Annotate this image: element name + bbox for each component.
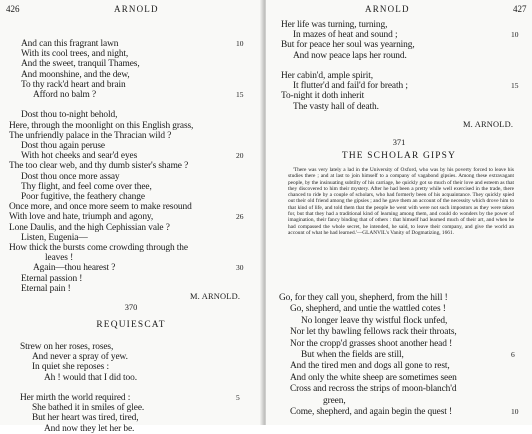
verse-line: Thy flight, and feel come over thee, xyxy=(21,181,152,192)
verse-line: Cross and recross the strips of moon-blanch'd xyxy=(290,384,457,395)
line-number: 15 xyxy=(511,81,519,91)
verse-line: And now peace laps her round. xyxy=(293,50,407,61)
verse-line: Eternal pain ! xyxy=(21,283,71,294)
verse-line: Nor the cropp'd grasses shoot another head ! xyxy=(290,338,453,349)
verse-line: Her cabin'd, ample spirit, xyxy=(281,71,374,81)
verse-line: It flutter'd and fail'd for breath ; xyxy=(293,81,408,92)
poem-number: 371 xyxy=(392,138,406,147)
verse-line: Listen, Eugenia— xyxy=(21,232,88,243)
verse-line: In mazes of heat and sound ; xyxy=(293,30,398,41)
verse-line: To thy rack'd heart and brain xyxy=(21,79,126,90)
running-head: ARNOLD xyxy=(365,4,410,14)
poem-title: REQUIESCAT xyxy=(96,320,166,330)
verse-line: Go, for they call you, shepherd, from the hill ! xyxy=(279,293,448,303)
verse-line: With hot cheeks and sear'd eyes xyxy=(21,151,138,162)
verse-line: Here, through the moonlight on this English grass, xyxy=(9,120,194,131)
verse-line: With love and hate, triumph and agony, xyxy=(9,212,154,223)
verse-line: Dost thou once more assay xyxy=(21,171,120,182)
verse-line: No longer leave thy wistful flock unfed, xyxy=(301,315,448,326)
verse-line: But when the fields are still, xyxy=(301,350,404,360)
line-number: 6 xyxy=(511,350,515,359)
verse-line: Poor fugitive, the feathery change xyxy=(21,192,145,202)
line-number: 5 xyxy=(236,393,240,402)
verse-line: green, xyxy=(323,395,346,406)
verse-line: She bathed it in smiles of glee. xyxy=(32,403,145,414)
poem-signature: M. ARNOLD. xyxy=(190,292,241,301)
verse-line: Strew on her roses, roses, xyxy=(20,342,114,352)
verse-line: Ah ! would that I did too. xyxy=(44,372,137,383)
verse-line: Her life was turning, turning, xyxy=(281,20,388,30)
verse-line: Eternal passion ! xyxy=(21,273,83,284)
right-page xyxy=(266,0,532,425)
verse-line: And now they let her be. xyxy=(44,423,135,434)
line-number: 26 xyxy=(236,212,244,222)
verse-line: Go, shepherd, and untie the wattled cotes ! xyxy=(290,304,446,315)
epigraph: 'There was very lately a lad in the University of Oxford, who was by his poverty forced to leave his studies there ; and at last to join himself to a company of vagabond gipsies. Among these extravagant people, by the insinuating subtilty of his carriage, he quickly got so much of their love and esteem as that they discovered to him their mystery. After he had been a pretty while well exercised in the trade, there chanced to ride by a couple of scholars, who had formerly been of his acquaintance. They quickly spied out their old friend among the gipsies ; and he gave them an account of the necessity which drove him to that kind of life, and told them that the people he went with were not such impostors as they were taken for, but that they had a traditional kind of learning among them, and could do wonders by the power of imagination, their fancy binding that of others : that himself had learned much of their art, and when he had compassed the whole secret, he intended, he said, to leave their company, and give the world an account of what he had learned.'—GLANVIL's Vanity of Dogmatizing, 1661. xyxy=(288,167,514,236)
page-number: 426 xyxy=(6,4,20,14)
verse-line: leaves ! xyxy=(45,253,74,264)
verse-line: The unfriendly palace in the Thracian wild ? xyxy=(9,130,172,141)
verse-line: And moonshine, and the dew, xyxy=(21,69,130,80)
verse-line: Once more, and once more seem to make resound xyxy=(9,202,192,213)
line-number: 10 xyxy=(511,30,519,40)
verse-line: Nor let thy bawling fellows rack their throats, xyxy=(290,327,457,338)
line-number: 30 xyxy=(236,263,244,273)
verse-line: And the tired men and dogs all gone to rest, xyxy=(290,361,450,372)
verse-line: Again—thou hearest ? xyxy=(33,263,116,274)
line-number: 15 xyxy=(236,90,244,99)
verse-line: And the sweet, tranquil Thames, xyxy=(21,59,140,70)
verse-line: And never a spray of yew. xyxy=(32,352,128,363)
verse-line: Her mirth the world required : xyxy=(20,393,131,403)
verse-line: In quiet she reposes : xyxy=(32,362,109,373)
verse-line: The too clear web, and thy dumb sister's shame ? xyxy=(9,161,189,172)
verse-line: Afford no balm ? xyxy=(33,90,97,100)
line-number: 20 xyxy=(236,151,244,161)
verse-line: And only the white sheep are sometimes seen xyxy=(290,372,457,383)
verse-line: But for peace her soul was yearning, xyxy=(281,40,415,51)
line-number: 10 xyxy=(511,407,519,416)
running-head: ARNOLD xyxy=(114,4,159,14)
verse-line: Come, shepherd, and again begin the quest ! xyxy=(290,407,453,417)
poem-title: THE SCHOLAR GIPSY xyxy=(341,151,457,161)
verse-line: And can this fragrant lawn xyxy=(21,39,119,49)
line-number: 10 xyxy=(236,39,244,48)
page-number: 427 xyxy=(513,4,527,14)
verse-line: Dost thou again peruse xyxy=(21,141,105,151)
left-page xyxy=(0,0,262,434)
verse-line: The vasty hall of death. xyxy=(293,101,379,112)
verse-line: Dost thou to-night behold, xyxy=(21,110,118,121)
poem-signature: M. ARNOLD. xyxy=(463,120,514,129)
verse-line: With its cool trees, and night, xyxy=(21,49,129,60)
verse-line: To-night it doth inherit xyxy=(281,91,365,102)
poem-number: 370 xyxy=(124,303,138,312)
verse-line: How thick the bursts come crowding through the xyxy=(9,243,188,253)
verse-line: Lone Daulis, and the high Cephissian vale ? xyxy=(9,222,170,233)
verse-line: But her heart was tired, tired, xyxy=(32,413,139,424)
